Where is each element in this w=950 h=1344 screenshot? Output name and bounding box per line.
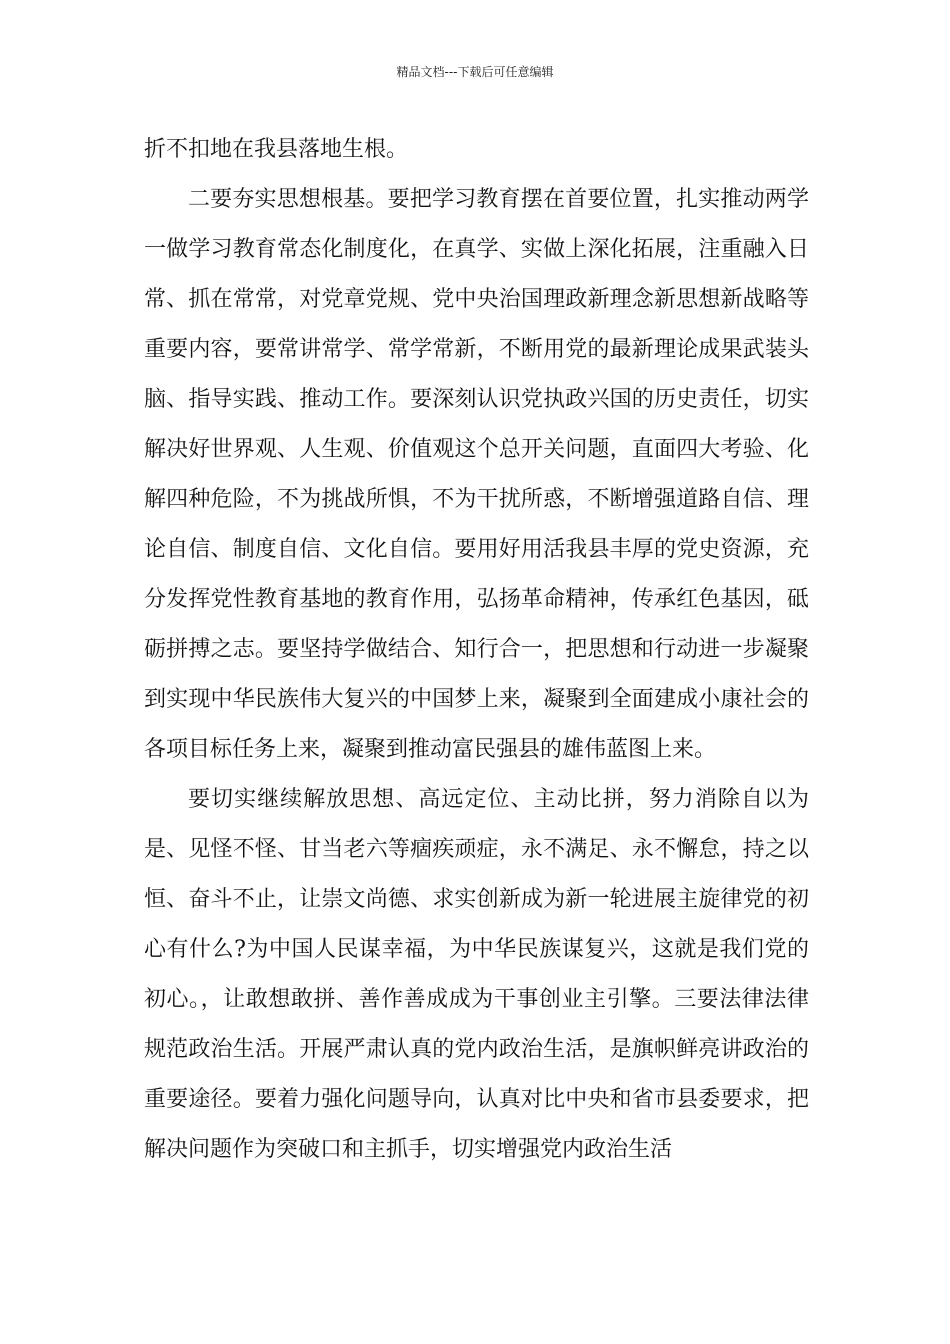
document-body: [144, 125, 809, 1175]
paragraph-continuation: 折不扣地在我县落地生根。: [144, 137, 409, 162]
paragraph-ideological-foundation: 二要夯实思想根基。要把学习教育摆在首要位置，扎实推动两学一做学习教育常态化制度化，在真学、实做上深化拓展，注重融入日常、抓在常常，对党章党规、党中央治国理政新理念新思想新战略等重要内容，要常讲常学、常学常新，不断用党的最新理论成果武装头脑、指导实践、推动工作。要深刻认识党执政兴国的历史责任，切实解决好世界观、人生观、价值观这个总开关问题，直面四大考验、化解四种危险，不为挑战所惧，不为干扰所惑，不断增强道路自信、理论自信、制度自信、文化自信。要用好用活我县丰厚的党史资源，充分发挥党性教育基地的教育作用，弘扬革命精神，传承红色基因，砥砺拼搏之志。要坚持学做结合、知行合一，把思想和行动进一步凝聚到实现中华民族伟大复兴的中国梦上来，凝聚到全面建成小康社会的各项目标任务上来，凝聚到推动富民强县的雄伟蓝图上来。: [144, 187, 809, 762]
paragraph-emancipate-thinking: 要切实继续解放思想、高远定位、主动比拼，努力消除自以为是、见怪不怪、甘当老六等痼疾顽症，永不满足、永不懈怠，持之以恒、奋斗不止，让崇文尚德、求实创新成为新一轮进展主旋律党的初心有什么?为中国人民谋幸福，为中华民族谋复兴，这就是我们党的初心。，让敢想敢拼、善作善成成为干事创业主引擎。三要法律法律规范政治生活。开展严肃认真的党内政治生活，是旗帜鲜亮讲政治的重要途径。要着力强化问题导向，认真对比中央和省市县委要求，把解决问题作为突破口和主抓手，切实增强党内政治生活: [144, 787, 809, 1162]
page-header-watermark: 精品文档---下载后可任意编辑: [396, 65, 554, 79]
